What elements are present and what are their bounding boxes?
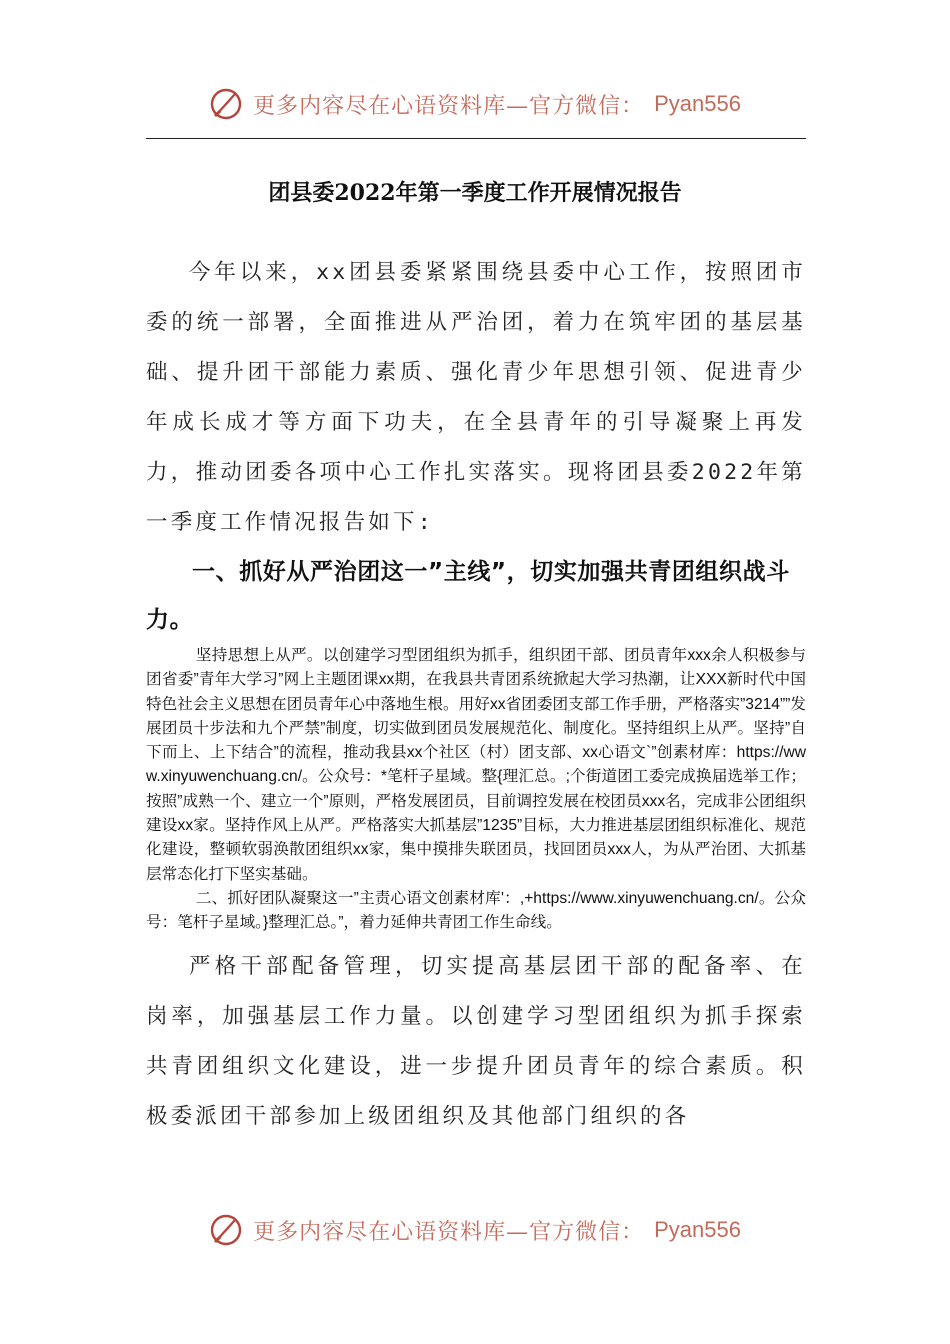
- section-1-body: 坚持思想上从严。以创建学习型团组织为抓手，组织团干部、团员青年xxx余人积极参与团省委”青年大学习”网上主题团课xx期，在我县共青团系统掀起大学习热潮，让XXX新时代中国特色社会主义思想在团员青年心中落地生根。用好xx省团委团支部工作手册，严格落实”3214””发展团员十步法和九个严禁”制度，切实做到团员发展规范化、制度化。坚持组织上从严。坚持”自下而上、上下结合”的流程，推动我县xx个社区（村）团支部、xx心语文`”创素材库：https://www.xinyuwenchuang.cn/。公众号：*笔杆子星域。整{理汇总。;个街道团工委完成换届选举工作；按照”成熟一个、建立一个”原则，严格发展团员，目前调控发展在校团员xxx名，完成非公团组织建设xx家。坚持作风上从严。严格落实大抓基层”1235”目标，大力推进基层团组织标准化、规范化建设，整顿软弱涣散团组织xx家，集中摸排失联团员，找回团员xxx人，为从严治团、大抓基层常态化打下坚实基础。: [146, 647, 806, 883]
- quill-pen-logo-icon: [209, 1213, 243, 1247]
- quill-pen-logo-icon: [209, 87, 243, 121]
- header-divider: [146, 138, 806, 139]
- section-2-heading-paragraph: 二、抓好团队凝聚这一”主责心语文创素材库'：,+https://www.xinyuwenchuang.cn/。公众号：笔杆子星域。}整理汇总。”，着力延伸共青团工作生命线。: [146, 889, 806, 932]
- section-2-paragraph: 严格干部配备管理，切实提高基层团干部的配备率、在岗率，加强基层工作力量。以创建学习型团组织为抓手探索共青团组织文化建设，进一步提升团员青年的综合素质。积极委派团干部参加上级团组织及其他部门组织的各: [146, 953, 806, 1129]
- header-wechat-id: Pyan556: [654, 91, 741, 116]
- section-1-heading: 一、抓好从严治团这一”主线”，切实加强共青团组织战斗力。: [146, 559, 790, 633]
- header-banner-text: 更多内容尽在心语资料库—官方微信：: [253, 93, 645, 119]
- header-banner: [0, 82, 950, 126]
- document-body: [146, 248, 806, 1142]
- footer-banner: [0, 1208, 950, 1252]
- footer-banner-text: 更多内容尽在心语资料库—官方微信：: [253, 1219, 645, 1245]
- footer-wechat-id: Pyan556: [654, 1217, 741, 1242]
- intro-paragraph: 今年以来，xx团县委紧紧围绕县委中心工作，按照团市委的统一部署，全面推进从严治团，着力在筑牢团的基层基础、提升团干部能力素质、强化青少年思想引领、促进青少年成长成才等方面下功夫，在全县青年的引导凝聚上再发力，推动团委各项中心工作扎实落实。现将团县委2022年第一季度工作情况报告如下:: [146, 260, 806, 535]
- document-title: 团县委2022年第一季度工作开展情况报告: [268, 180, 682, 206]
